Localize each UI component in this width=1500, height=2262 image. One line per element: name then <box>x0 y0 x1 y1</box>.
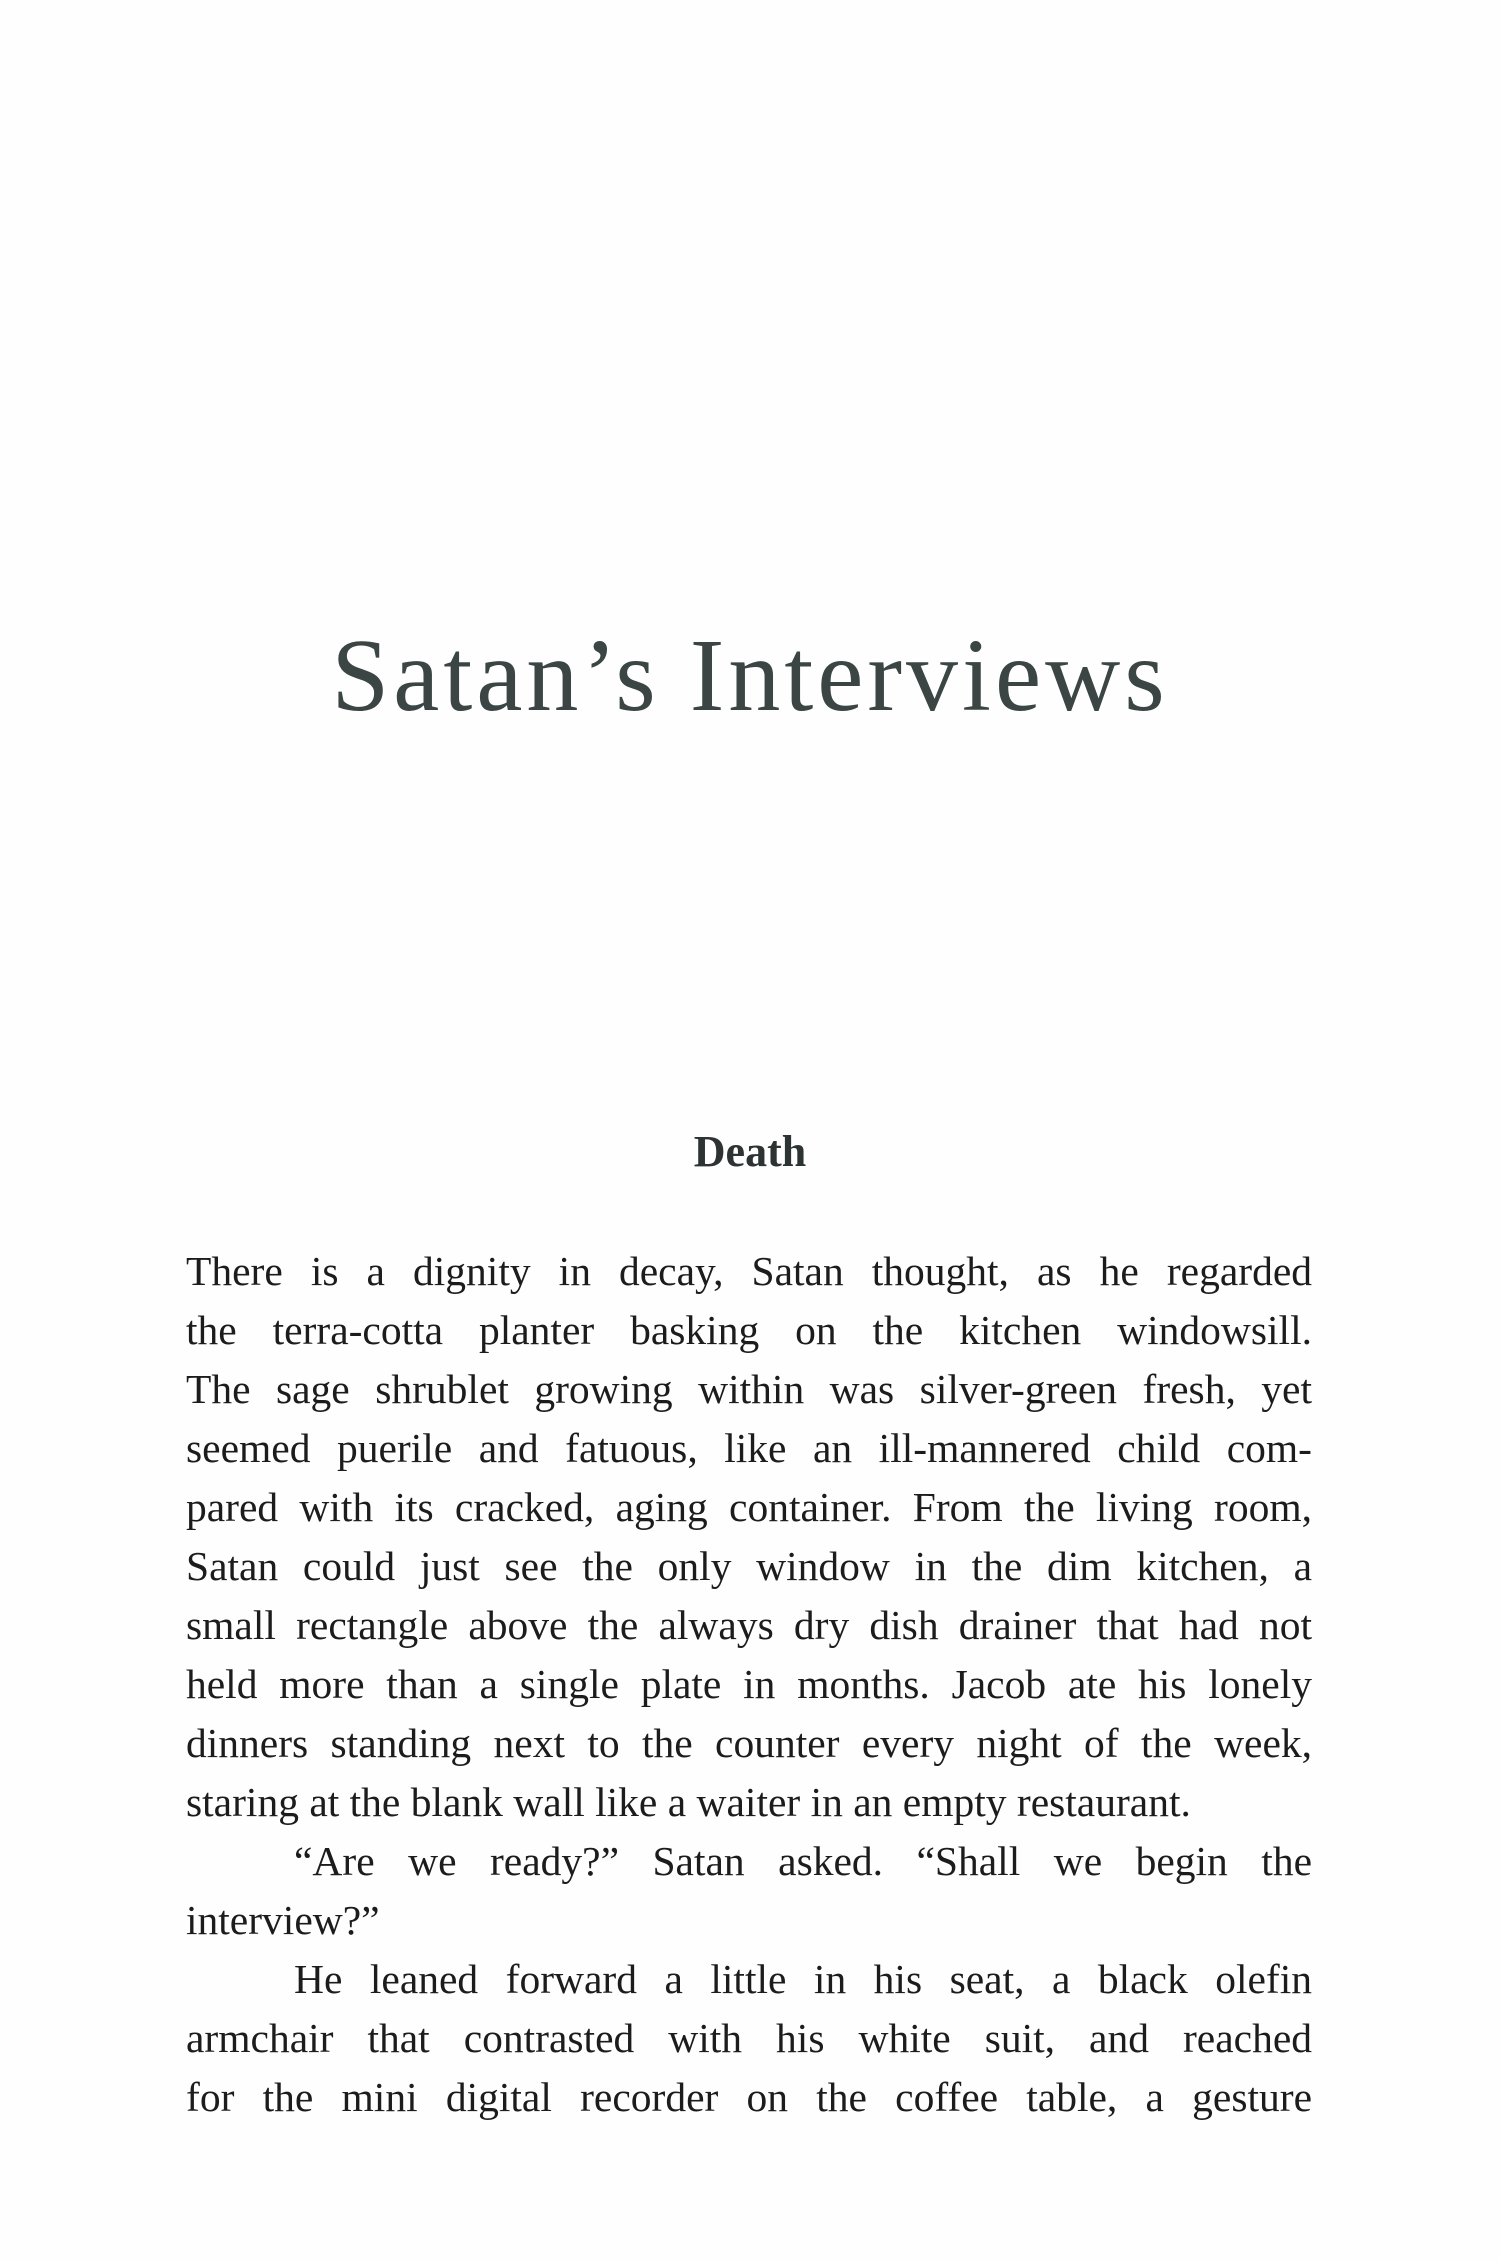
paragraph-3 <box>186 1950 1312 2127</box>
text-line: interview?” <box>186 1897 380 1943</box>
chapter-title: Death <box>693 1127 807 1176</box>
text-line: He leaned forward a little in his seat, a black olefin <box>294 1956 1312 2002</box>
text-line: The sage shrublet growing within was silver-green fresh, yet <box>186 1366 1312 1412</box>
text-line: pared with its cracked, aging container. From the living room, <box>186 1484 1312 1530</box>
paragraph-1 <box>186 1242 1312 1832</box>
text-line: the terra-cotta planter basking on the kitchen windowsill. <box>186 1307 1312 1353</box>
text-line: There is a dignity in decay, Satan thought, as he regarded <box>186 1248 1312 1294</box>
text-line: small rectangle above the always dry dish drainer that had not <box>186 1602 1312 1648</box>
text-line: dinners standing next to the counter every night of the week, <box>186 1720 1312 1766</box>
text-line: staring at the blank wall like a waiter in an empty restaurant. <box>186 1779 1191 1825</box>
text-line: Satan could just see the only window in the dim kitchen, a <box>186 1543 1312 1589</box>
text-line: for the mini digital recorder on the coffee table, a gesture <box>186 2074 1312 2120</box>
paragraph-2 <box>186 1832 1312 1950</box>
text-line: held more than a single plate in months. Jacob ate his lonely <box>186 1661 1312 1707</box>
book-title: Satan’s Interviews <box>331 618 1169 733</box>
text-line: “Are we ready?” Satan asked. “Shall we begin the <box>294 1838 1312 1884</box>
text-line: armchair that contrasted with his white suit, and reached <box>186 2015 1312 2061</box>
body-text <box>186 1242 1312 2127</box>
text-line: seemed puerile and fatuous, like an ill-mannered child com- <box>186 1425 1312 1471</box>
